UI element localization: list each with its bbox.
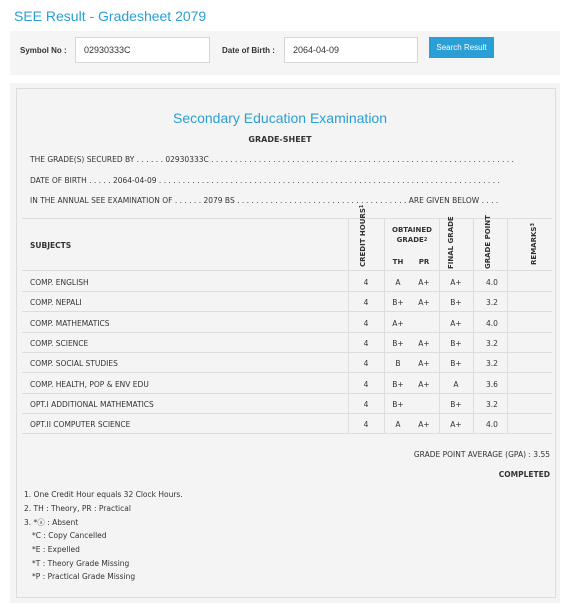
dob-line: DATE OF BIRTH . . . . . 2064-04-09 . . . . . . . . . . . . . . . . . . . . . . . . . . . . . . . . . . . . . . . . . . . . . . . . . . . . . . . . . . . . . . . . . . . . . . . . (30, 176, 500, 185)
cell-th: B+ (392, 339, 404, 348)
cell-pr: A+ (418, 380, 430, 389)
header-final-grade: FINAL GRADE (447, 216, 455, 269)
cell-subject: OPT.I ADDITIONAL MATHEMATICS (30, 400, 154, 409)
cell-final: A+ (450, 319, 462, 328)
note-item: *E : Expelled (32, 544, 80, 554)
cell-grade-point: 3.6 (486, 380, 498, 389)
cell-final: B+ (450, 298, 462, 307)
cell-th: A+ (392, 319, 404, 328)
cell-grade-point: 3.2 (486, 298, 498, 307)
table-row (22, 394, 552, 414)
cell-th: B+ (392, 298, 404, 307)
cell-pr: A+ (418, 278, 430, 287)
gpa-text: GRADE POINT AVERAGE (GPA) : 3.55 (413, 450, 550, 459)
cell-final: A+ (450, 420, 462, 429)
result-status: COMPLETED (498, 470, 550, 479)
cell-grade-point: 4.0 (486, 420, 498, 429)
header-obtained-line2: GRADE$^2$ (396, 236, 428, 244)
cell-credit: 4 (363, 298, 369, 307)
page-title: SEE Result - Gradesheet 2079 (14, 8, 207, 24)
cell-grade-point: 3.2 (486, 339, 498, 348)
cell-credit: 4 (363, 400, 369, 409)
cell-pr: A+ (418, 359, 430, 368)
cell-subject: COMP. SCIENCE (30, 339, 89, 348)
table-row (22, 374, 552, 394)
table-row (22, 272, 552, 292)
cell-grade-point: 3.2 (486, 400, 498, 409)
exam-title: Secondary Education Examination (172, 110, 388, 126)
cell-grade-point: 4.0 (486, 319, 498, 328)
search-result-button[interactable]: Search Result (429, 37, 494, 58)
cell-credit: 4 (363, 359, 369, 368)
note-item: *C : Copy Cancelled (32, 531, 107, 541)
cell-grade-point: 4.0 (486, 278, 498, 287)
header-th: TH (392, 258, 404, 266)
header-pr: PR (418, 258, 430, 266)
cell-final: A (453, 380, 459, 389)
cell-credit: 4 (363, 278, 369, 287)
header-obtained-line1: OBTAINED (392, 226, 432, 234)
cell-final: A+ (450, 278, 462, 287)
note-item: 3. *ⓐ : Absent (24, 518, 79, 528)
cell-subject: COMP. ENGLISH (30, 278, 89, 287)
cell-subject: COMP. HEALTH, POP & ENV EDU (30, 380, 149, 389)
note-item: *T : Theory Grade Missing (32, 558, 130, 568)
cell-final: B+ (450, 339, 462, 348)
header-remarks: REMARKS$^3$ (530, 223, 538, 265)
cell-subject: COMP. SOCIAL STUDIES (30, 359, 118, 368)
symbol-label: Symbol No : (20, 46, 67, 55)
note-item: 2. TH : Theory, PR : Practical (24, 503, 131, 513)
cell-subject: COMP. MATHEMATICS (30, 319, 110, 328)
gradesheet-title: GRADE-SHEET (248, 135, 312, 144)
exam-line: IN THE ANNUAL SEE EXAMINATION OF . . . . . . 2079 BS . . . . . . . . . . . . . . . . . . . . . . . . . . . . . . . . . . . . ARE GIVEN BELOW . . . . (30, 196, 499, 205)
table-row (22, 292, 552, 312)
cell-th: B (395, 359, 401, 368)
cell-pr: A+ (418, 420, 430, 429)
cell-final: B+ (450, 400, 462, 409)
cell-pr: A+ (418, 298, 430, 307)
note-item: 1. One Credit Hour equals 32 Clock Hours. (24, 490, 183, 499)
header-credit-hours: CREDIT HOURS$^1$ (359, 204, 367, 267)
row-divider (22, 433, 552, 434)
row-divider (22, 372, 552, 373)
cell-grade-point: 3.2 (486, 359, 498, 368)
symbol-input[interactable] (75, 37, 210, 63)
cell-pr: A+ (418, 339, 430, 348)
header-grade-point: GRADE POINT (484, 215, 492, 269)
cell-final: B+ (450, 359, 462, 368)
cell-subject: COMP. NEPALI (30, 298, 82, 307)
dob-input[interactable] (284, 37, 418, 63)
cell-th: A (395, 278, 401, 287)
table-row (22, 313, 552, 333)
cell-credit: 4 (363, 319, 369, 328)
header-obtained-grade (388, 225, 436, 245)
table-row (22, 333, 552, 353)
cell-subject: OPT.II COMPUTER SCIENCE (30, 420, 131, 429)
secured-by-line: THE GRADE(S) SECURED BY . . . . . . 02930333C . . . . . . . . . . . . . . . . . . . . . . . . . . . . . . . . . . . . . . . . . . . . . . . . . . . . . . . . . . . . . . . . (30, 155, 514, 164)
cell-credit: 4 (363, 420, 369, 429)
table-row (22, 353, 552, 373)
cell-th: B+ (392, 380, 404, 389)
row-divider (22, 311, 552, 312)
note-item: *P : Practical Grade Missing (32, 572, 136, 582)
table-row (22, 414, 552, 434)
header-subjects: SUBJECTS (30, 241, 72, 250)
cell-th: B+ (392, 400, 404, 409)
dob-label: Date of Birth : (222, 46, 275, 55)
cell-credit: 4 (363, 339, 369, 348)
cell-th: A (395, 420, 401, 429)
cell-credit: 4 (363, 380, 369, 389)
